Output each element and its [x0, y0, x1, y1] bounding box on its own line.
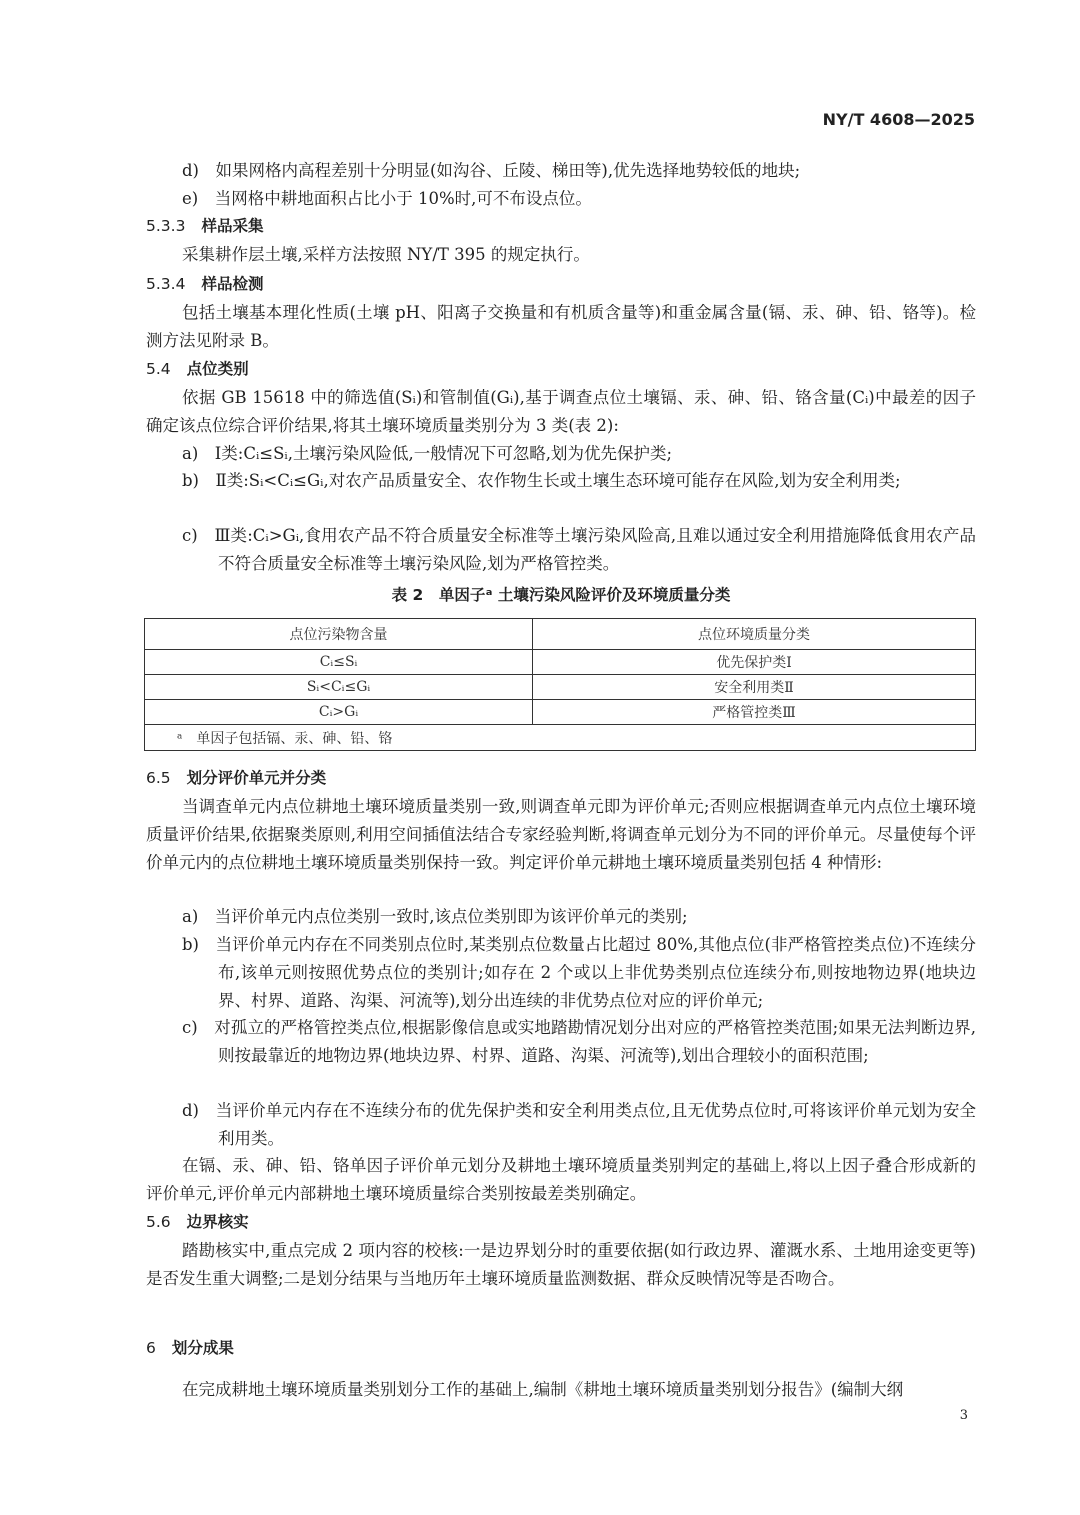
section-number: 6.5: [146, 769, 171, 787]
list-item: a) 当评价单元内点位类别一致时,该点位类别即为该评价单元的类别;: [182, 907, 688, 926]
column-header: 点位污染物含量: [145, 619, 533, 650]
paragraph: 采集耕作层土壤,采样方法按照 NY/T 395 的规定执行。: [182, 245, 590, 264]
list-item: c) Ⅲ类:Cᵢ>Gᵢ,食用农产品不符合质量安全标准等土壤污染风险高,且难以通过安全利用措施降低食用农产品不符合质量安全标准等土壤污染风险,划为严格管控类。: [182, 526, 976, 573]
paragraph: 在完成耕地土壤环境质量类别划分工作的基础上,编制《耕地土壤环境质量类别划分报告》(编制大纲: [182, 1380, 904, 1399]
list-item: c) 对孤立的严格管控类点位,根据影像信息或实地踏勘情况划分出对应的严格管控类范围;如果无法判断边界,则按最靠近的地物边界(地块边界、村界、道路、沟渠、河流等),划出合理较小的面积范围;: [182, 1018, 976, 1065]
list-item: b) 当评价单元内存在不同类别点位时,某类别点位数量占比超过 80%,其他点位(非严格管控类点位)不连续分布,该单元则按照优势点位的类别计;如存在 2 个或以上非优势类别点位连续分布,则按地物边界(地块边界、村界、道路、沟渠、河流等),划分出连续的非优势点位对应的评价单元;: [182, 935, 976, 1010]
section-number: 5.4: [146, 360, 171, 378]
section-heading-5-3-3: [146, 213, 263, 241]
classification-table: [144, 618, 976, 751]
section-heading-6-5: [146, 765, 326, 793]
section-title: 样品检测: [201, 275, 264, 293]
table-row: [145, 675, 976, 700]
paragraph: 在镉、汞、砷、铅、铬单因子评价单元划分及耕地土壤环境质量类别判定的基础上,将以上因子叠合形成新的评价单元,评价单元内部耕地土壤环境质量综合类别按最差类别确定。: [146, 1156, 976, 1203]
table-cell: 严格管控类Ⅲ: [533, 700, 976, 725]
list-item: d) 如果网格内高程差别十分明显(如沟谷、丘陵、梯田等),优先选择地势较低的地块;: [182, 161, 801, 180]
section-number: 6: [146, 1339, 156, 1357]
column-header: 点位环境质量分类: [533, 619, 976, 650]
table-row: [145, 700, 976, 725]
paragraph: 踏勘核实中,重点完成 2 项内容的校核:一是边界划分时的重要依据(如行政边界、灌溉水系、土地用途变更等)是否发生重大调整;二是划分结果与当地历年土壤环境质量监测数据、群众反映情况等是否吻合。: [146, 1241, 976, 1288]
list-item: e) 当网格中耕地面积占比小于 10%时,可不布设点位。: [182, 189, 592, 208]
table-cell: 安全利用类Ⅱ: [533, 675, 976, 700]
section-title: 样品采集: [201, 217, 264, 235]
table-row: [145, 650, 976, 675]
paragraph: 当调查单元内点位耕地土壤环境质量类别一致,则调查单元即为评价单元;否则应根据调查单元内点位土壤环境质量评价结果,依据聚类原则,利用空间插值法结合专家经验判断,将调查单元划分为不同的评价单元。尽量使每个评价单元内的点位耕地土壤环境质量类别保持一致。判定评价单元耕地土壤环境质量类别包括 4 种情形:: [146, 797, 976, 872]
section-heading-5-3-4: [146, 271, 263, 299]
paragraph: 依据 GB 15618 中的筛选值(Sᵢ)和管制值(Gᵢ),基于调查点位土壤镉、汞、砷、铅、铬含量(Cᵢ)中最差的因子确定该点位综合评价结果,将其土壤环境质量类别分为 3 类(表 2):: [146, 388, 976, 435]
table-cell: Cᵢ>Gᵢ: [145, 700, 533, 725]
table-footnote: ᵃ 单因子包括镉、汞、砷、铅、铬: [145, 725, 976, 751]
section-number: 5.6: [146, 1213, 171, 1231]
list-item: d) 当评价单元内存在不连续分布的优先保护类和安全利用类点位,且无优势点位时,可将该评价单元划为安全利用类。: [182, 1101, 976, 1148]
section-heading-5-4: [146, 356, 249, 384]
table-cell: 优先保护类Ⅰ: [533, 650, 976, 675]
table-header-row: [145, 619, 976, 650]
section-title: 边界核实: [186, 1213, 249, 1231]
paragraph: 包括土壤基本理化性质(土壤 pH、阳离子交换量和有机质含量等)和重金属含量(镉、汞、砷、铅、铬等)。检测方法见附录 B。: [146, 303, 976, 350]
section-heading-6: [146, 1335, 234, 1363]
list-item: b) Ⅱ类:Sᵢ<Cᵢ≤Gᵢ,对农产品质量安全、农作物生长或土壤生态环境可能存在风险,划为安全利用类;: [182, 471, 901, 490]
section-title: 划分成果: [171, 1339, 234, 1357]
section-number: 5.3.3: [146, 217, 186, 235]
page-number: 3: [959, 1408, 968, 1423]
document-code-header: NY/T 4608—2025: [822, 110, 975, 129]
section-title: 划分评价单元并分类: [186, 769, 327, 787]
section-number: 5.3.4: [146, 275, 186, 293]
section-heading-5-6: [146, 1209, 249, 1237]
table-caption: 表 2 单因子ᵃ 土壤污染风险评价及环境质量分类: [391, 586, 731, 604]
table-note-row: [145, 725, 976, 751]
section-title: 点位类别: [186, 360, 249, 378]
table-cell: Cᵢ≤Sᵢ: [145, 650, 533, 675]
table-cell: Sᵢ<Cᵢ≤Gᵢ: [145, 675, 533, 700]
list-item: a) Ⅰ类:Cᵢ≤Sᵢ,土壤污染风险低,一般情况下可忽略,划为优先保护类;: [182, 444, 673, 463]
